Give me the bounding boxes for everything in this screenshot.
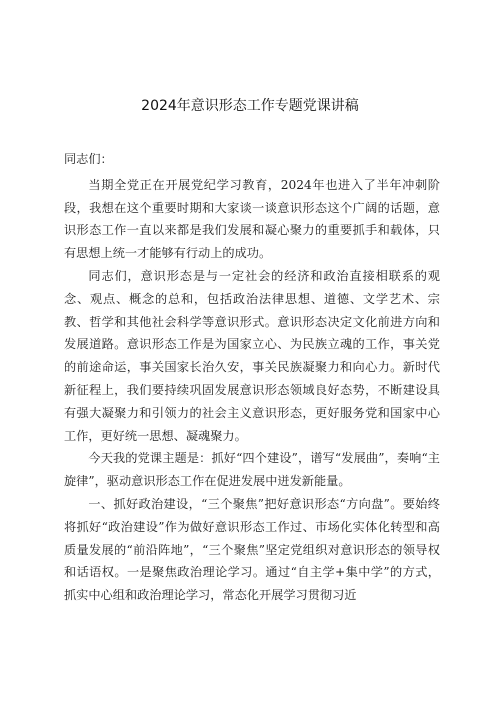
paragraph-lecture-theme: 今天我的党课主题是：抓好“四个建设”，谱写“发展曲”，奏响“主旋律”，驱动意识形态工作在促进发展中迸发新能量。 (64, 451, 440, 489)
document-body (64, 148, 440, 607)
salutation: 同志们： (64, 152, 113, 166)
document-title: 2024年意识形态工作专题党课讲稿 (141, 98, 359, 114)
paragraph-political-construction: 一、抓好政治建设，“三个聚焦”把好意识形态“方向盘”。要始终将抓好“政治建设”作为做好意识形态工作过、市场化实体化转型和高质量发展的“前沿阵地”，“三个聚焦”坚定党组织对意识形态的领导权和话语权。一是聚焦政治理论学习。通过“自主学+集中学”的方式，抓实中心组和政治理论学习，常态化开展学习贯彻习近 (64, 496, 440, 603)
paragraph-ideology-definition: 同志们，意识形态是与一定社会的经济和政治直接相联系的观念、观点、概念的总和，包括政治法律思想、道德、文学艺术、宗教、哲学和其他社会科学等意识形式。意识形态决定文化前进方向和发展道路。意识形态工作是为国家立心、为民族立魂的工作，事关党的前途命运，事关国家长治久安，事关民族凝聚力和向心力。新时代新征程上，我们要持续巩固发展意识形态领域良好态势，不断建设具有强大凝聚力和引领力的社会主义意识形态，更好服务党和国家中心工作，更好统一思想、凝魂聚力。 (64, 268, 440, 443)
paragraph-opening: 当期全党正在开展党纪学习教育，2024年也进入了半年冲刺阶段，我想在这个重要时期和大家谈一谈意识形态这个广阔的话题，意识形态工作一直以来都是我们发展和凝心聚力的重要抓手和载体，只有思想上统一才能够有行动上的成功。 (64, 177, 440, 261)
